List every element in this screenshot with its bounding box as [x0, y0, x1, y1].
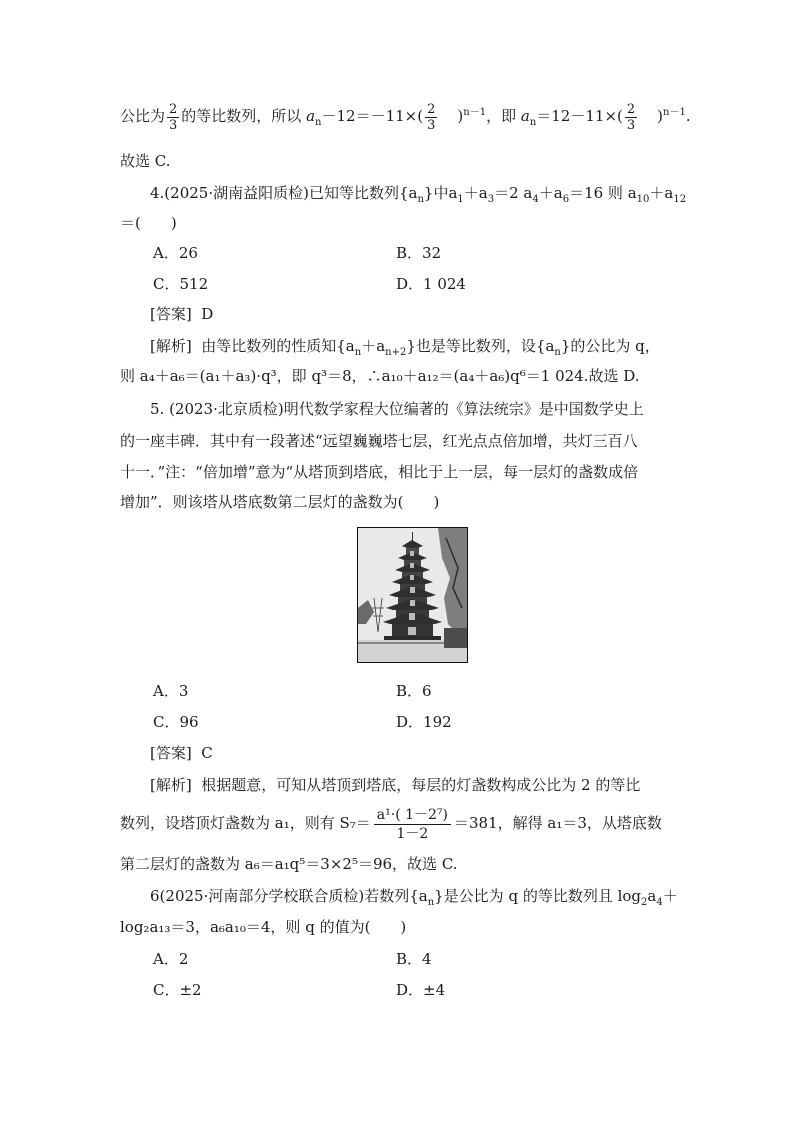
fraction: $\frac{2}{3}$	[626, 101, 636, 133]
answer-tag: [答案]	[150, 744, 192, 762]
fraction: $\frac{2}{3}$	[427, 101, 436, 133]
q5-option-c[interactable]: C．96	[153, 713, 199, 731]
q4-option-b[interactable]: B．32	[396, 244, 442, 262]
q4-stem-line-2: ＝( )	[120, 214, 177, 232]
text: －12＝－11×(	[321, 107, 424, 125]
var: a	[306, 107, 316, 125]
answer-tag: [答案]	[150, 305, 192, 323]
q4-analysis-line-2: 则 a₄＋a₆＝(a₁＋a₃)·q³，即 q³＝8，∴a₁₀＋a₁₂＝(a₄＋a₆)q⁶＝1 024.故选 D.	[120, 367, 640, 385]
fraction: $\frac{2}{3}$	[169, 101, 178, 133]
q6-option-c[interactable]: C．±2	[153, 981, 202, 999]
q5-analysis-line-1: [解析] 根据题意，可知从塔顶到塔底，每层的灯盏数构成公比为 2 的等比	[150, 776, 641, 794]
text: .	[685, 107, 691, 125]
q4-option-c[interactable]: C．512	[153, 275, 209, 293]
answer-value: D	[201, 305, 214, 323]
q4-answer	[150, 303, 710, 325]
q6-option-d[interactable]: D．±4	[396, 981, 446, 999]
q4-option-a[interactable]: A．26	[153, 244, 198, 262]
q5-analysis-line-3: 第二层灯的盏数为 a₆＝a₁q⁵＝3×2⁵＝96，故选 C.	[120, 855, 458, 873]
text: )	[657, 107, 664, 125]
q5-stem-line-1: 5. (2023·北京质检)明代数学家程大位编著的《算法统宗》是中国数学史上	[150, 400, 644, 418]
q5-option-b[interactable]: B．6	[396, 682, 432, 700]
pagoda-image	[357, 527, 468, 663]
q5-stem-line-4: 增加”．则该塔从塔底数第二层灯的盏数为( )	[120, 493, 440, 511]
q5-answer	[150, 742, 710, 764]
var: a	[520, 107, 530, 125]
q4-analysis-line-1: [解析] 由等比数列的性质知$\{a_n+a_{n+2}\}$也是等比数列，设$\{a_n\}$的公比为 q，	[150, 337, 660, 358]
text: 公比为	[120, 107, 166, 125]
analysis-tag: [解析]	[150, 337, 192, 355]
text-line-1: 公比为 $\frac{2}{3}$ 的等比数列，所以 $a_n-12=-11\times$( $\frac{2}{3}$ )$^{n-1}$，即 $a_n=12-11\times$( $\frac{2}{3}$ )$^{n-1}$.	[120, 101, 691, 133]
q4-option-d[interactable]: D．1 024	[396, 275, 466, 293]
q6-option-b[interactable]: B．4	[396, 950, 432, 968]
q6-option-a[interactable]: A．2	[153, 950, 189, 968]
q5-stem-line-3: 十一．”注：“倍加增”意为“从塔顶到塔底，相比于上一层，每一层灯的盏数成倍	[120, 463, 639, 481]
q6-stem-line-2: log₂a₁₃＝3，a₆a₁₀＝4，则 q 的值为( )	[120, 918, 407, 936]
sum-fraction: $\frac{\text{a¹·( 1－2⁷)}}{1-2}$	[374, 806, 451, 843]
q5-option-a[interactable]: A．3	[153, 682, 189, 700]
q6-stem-line-1: 6(2025·河南部分学校联合质检)若数列$\{a_n\}$是公比为 q 的等比数列且 $\log_2a_4+$	[150, 887, 678, 908]
text: 的等比数列，所以	[181, 107, 302, 125]
q5-stem-line-2: 的一座丰碑．其中有一段著述“远望巍巍塔七层，红光点点倍加增，共灯三百八	[120, 432, 638, 450]
text-line-2: 故选 C.	[120, 152, 171, 170]
text: )	[457, 107, 464, 125]
q5-analysis-line-2: 数列，设塔顶灯盏数为 a₁，则有 S₇＝ $\frac{\text{a¹·( 1－2⁷)}}{1-2}$ ＝381，解得 a₁＝3，从塔底数	[120, 806, 662, 842]
analysis-tag: [解析]	[150, 776, 192, 794]
text: ＝12－11×(	[536, 107, 623, 125]
text: ，即	[486, 107, 517, 125]
q5-option-d[interactable]: D．192	[396, 713, 452, 731]
answer-value: C	[201, 744, 213, 762]
pagoda-illustration	[358, 528, 467, 662]
q4-stem-line-1: 4.(2025·湖南益阳质检)已知等比数列$\{a_n\}$中$a_1+a_3=2$ $a_4+a_6=16$ 则 $a_{10}+a_{12}$	[150, 184, 687, 205]
